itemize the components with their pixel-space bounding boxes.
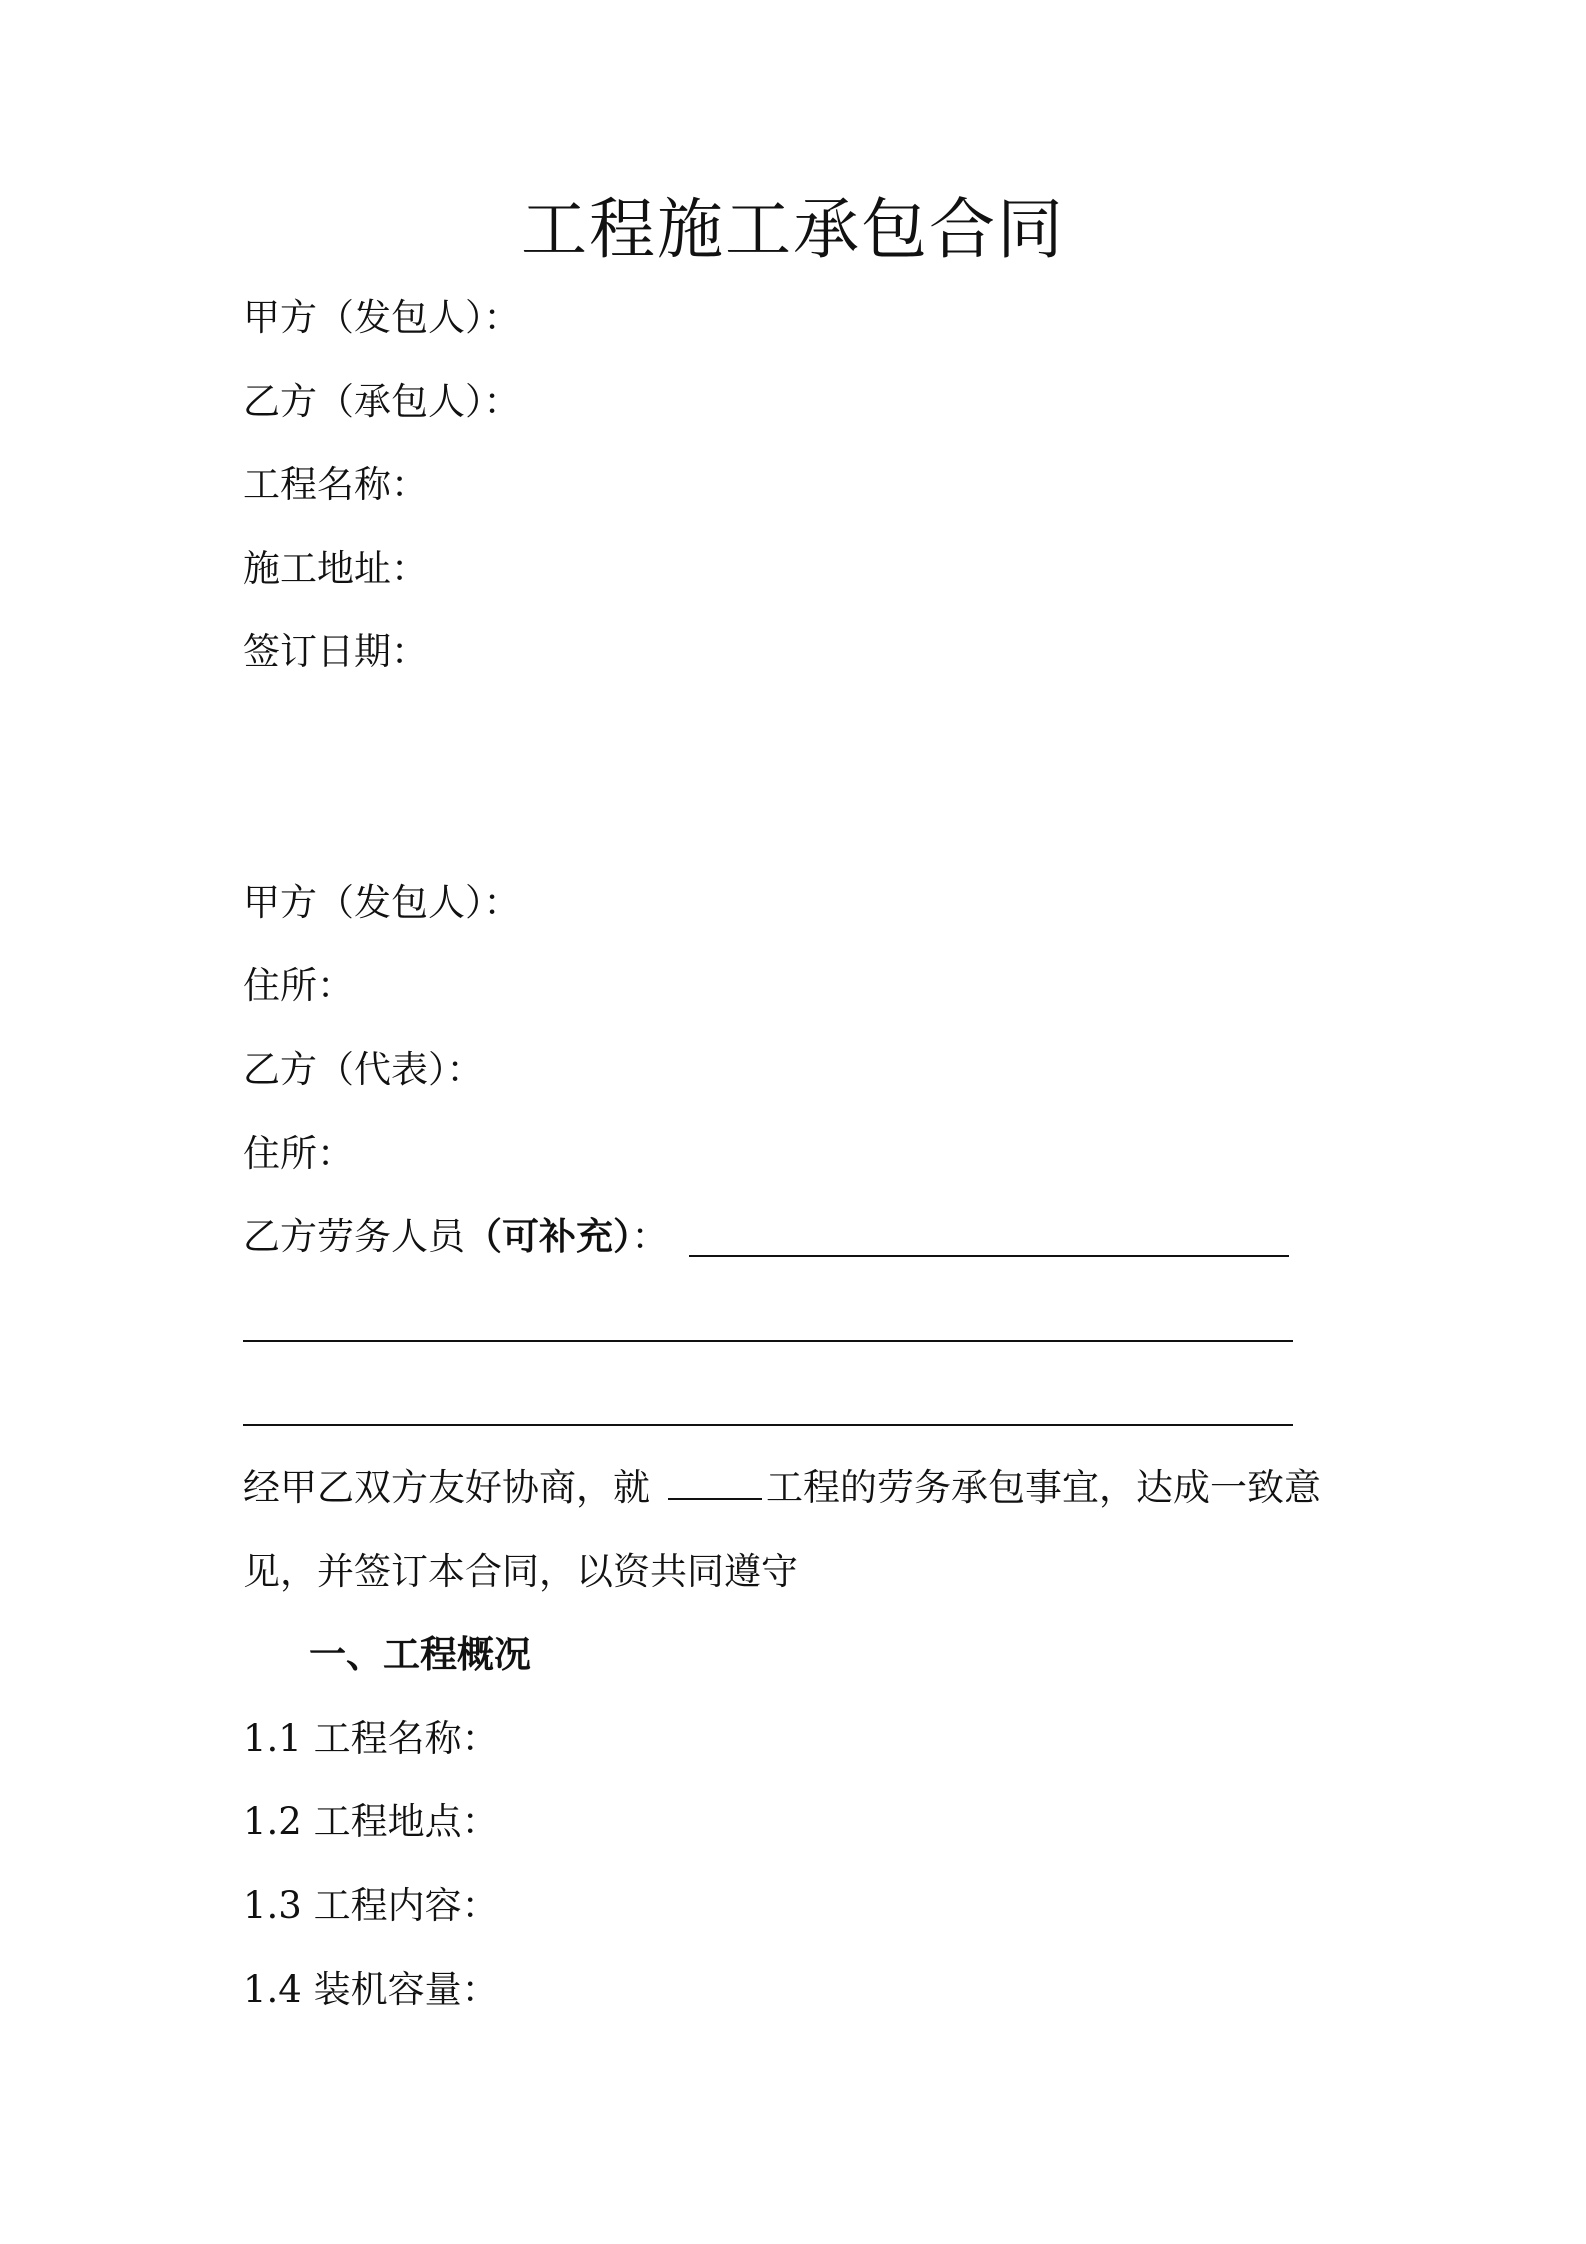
- labor-fill-line-2: [243, 1340, 1293, 1342]
- section-item-project-name: 1.1 工程名称：: [243, 1717, 499, 1760]
- section-1-heading: 一、工程概况: [309, 1633, 531, 1676]
- labor-label-colon: ：: [631, 1215, 669, 1258]
- agreement-text-before-blank: 经甲乙双方友好协商，就: [243, 1466, 650, 1509]
- cover-field-site-address: 施工地址：: [243, 547, 428, 590]
- agreement-line-2: 见，并签订本合同，以资共同遵守: [243, 1550, 798, 1593]
- cover-field-party-b: 乙方（承包人）：: [243, 380, 521, 423]
- cover-field-party-a: 甲方（发包人）：: [243, 296, 521, 339]
- party-b-address-field: 住所：: [243, 1132, 354, 1175]
- labor-fill-line-3: [243, 1424, 1293, 1426]
- section-item-installed-capacity: 1.4 装机容量：: [243, 1968, 499, 2011]
- party-a-field: 甲方（发包人）：: [243, 881, 521, 924]
- document-title: 工程施工承包合同: [521, 191, 1065, 268]
- section-item-project-content: 1.3 工程内容：: [243, 1884, 499, 1927]
- agreement-text-after-blank: 工程的劳务承包事宜，达成一致意: [766, 1466, 1321, 1509]
- labor-fill-line-1: [689, 1255, 1289, 1257]
- party-b-representative-field: 乙方（代表）：: [243, 1048, 484, 1091]
- section-item-project-location: 1.2 工程地点：: [243, 1800, 499, 1843]
- agreement-line-1: [243, 1462, 1321, 1514]
- party-a-address-field: 住所：: [243, 964, 354, 1007]
- cover-field-project-name: 工程名称：: [243, 463, 428, 506]
- labor-label-bold: （可补充）: [465, 1215, 632, 1258]
- project-name-blank: [668, 1498, 762, 1500]
- cover-field-signing-date: 签订日期：: [243, 630, 428, 673]
- labor-personnel-label: [243, 1211, 669, 1263]
- labor-label-regular: 乙方劳务人员: [243, 1215, 465, 1258]
